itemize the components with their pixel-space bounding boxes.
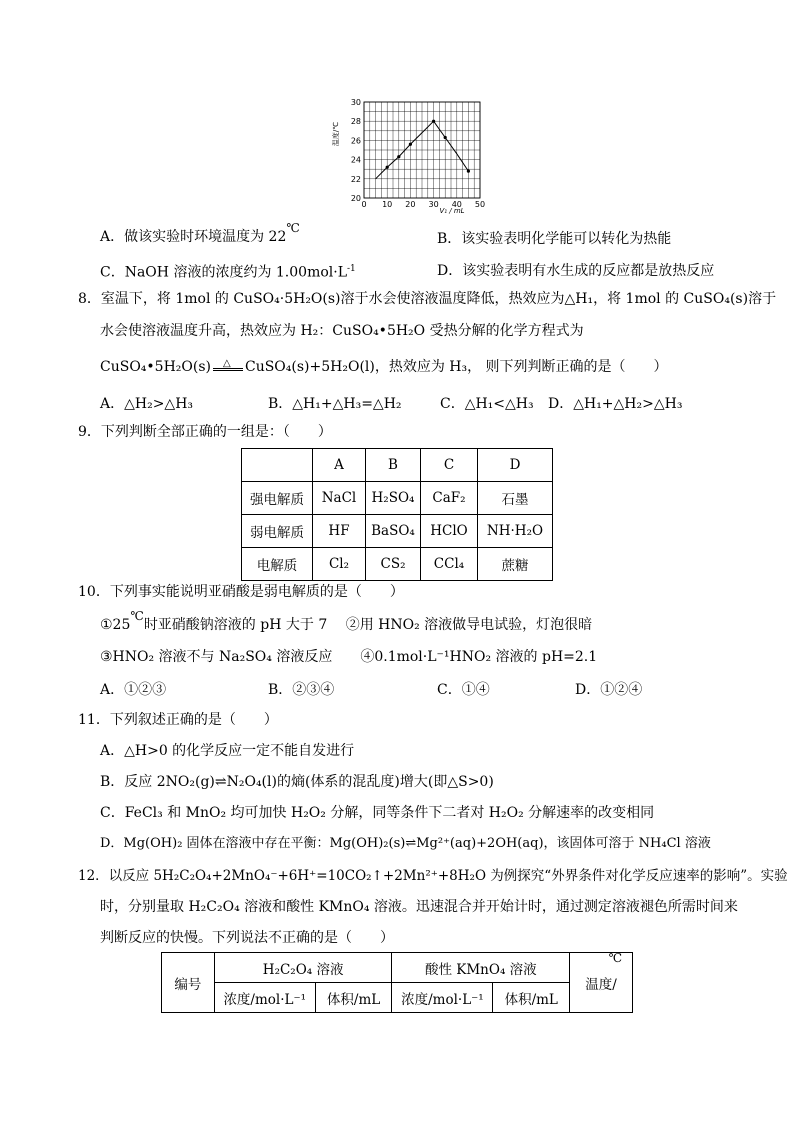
- data-point: [397, 155, 400, 158]
- q11-stem: 11．下列叙述正确的是（ ）: [78, 712, 278, 728]
- q8-equation: CuSO₄•5H₂O(s) △ CuSO₄(s)+5H₂O(l)，热效应为 H₃， 则下列判断正确的是（ ）: [100, 358, 668, 375]
- q11-option-c: C．FeCl₃ 和 MnO₂ 均可加快 H₂O₂ 分解，同等条件下二者对 H₂O₂ 分解速率的改变相同: [100, 805, 655, 821]
- q12-table: 编号 H₂C₂O₄ 溶液 酸性 KMnO₄ 溶液 ℃ 温度/ 浓度/mol·L⁻¹ 体积/mL 浓度/mol·L⁻¹ 体积/mL: [161, 952, 633, 1013]
- q8-option-b: B．△H₁+△H₃=△H₂: [268, 396, 402, 412]
- table-row: 弱电解质 HF BaSO₄ HClO NH·H₂O: [242, 515, 553, 548]
- q7-option-c: C．NaOH 溶液的浓度约为 $1.00mol\cdot L^{-1}$: [100, 264, 356, 281]
- y-axis-label: 温度/℃: [332, 121, 340, 147]
- y-tick-label: 26: [350, 136, 361, 146]
- q12-stem-line3: 判断反应的快慢。下列说法不正确的是（ ）: [100, 930, 394, 946]
- data-point: [409, 143, 412, 146]
- x-tick-label: 20: [405, 200, 416, 209]
- y-tick-label: 20: [350, 194, 361, 203]
- q10-stem: 10．下列事实能说明亚硝酸是弱电解质的是（ ）: [78, 584, 404, 600]
- q10-statement-3-4: ③HNO₂ 溶液不与 Na₂SO₄ 溶液反应 ④0.1mol·L⁻¹HNO₂ 溶液的 pH=2.1: [100, 649, 598, 665]
- x-tick-label: 40: [451, 200, 462, 209]
- q7-option-a: A．做该实验时环境温度为 22℃: [100, 221, 300, 245]
- x-tick-label: 0: [361, 200, 367, 209]
- heating-arrow: △: [213, 368, 243, 371]
- q9-stem: 9．下列判断全部正确的一组是：（ ）: [78, 424, 332, 440]
- q8-option-d: D．△H₁+△H₂>△H₃: [548, 396, 683, 412]
- q12-stem-line2: 时，分别量取 H₂C₂O₄ 溶液和酸性 KMnO₄ 溶液。迅速混合并开始计时，通过测定溶液褪色所需时间来: [100, 899, 738, 915]
- x-tick-label: 10: [382, 200, 393, 209]
- q10-option-a: A．①②③: [100, 682, 167, 698]
- chart-tick-labels: [351, 98, 485, 209]
- x-tick-label: 30: [428, 200, 439, 209]
- y-tick-label: 28: [350, 117, 361, 127]
- y-tick-label: 22: [350, 174, 361, 184]
- data-point: [444, 136, 447, 139]
- q8-stem-line1: 8．室温下，将 1mol 的 CuSO₄·5H₂O(s)溶于水会使溶液温度降低，热效应为△H₁，将 1mol 的 CuSO₄(s)溶于: [78, 291, 777, 307]
- q7-option-d: D．该实验表明有水生成的反应都是放热反应: [437, 263, 715, 279]
- data-point: [467, 170, 470, 173]
- table-row: 电解质 Cl₂ CS₂ CCl₄ 蔗糖: [242, 548, 553, 581]
- y-tick-label: 24: [350, 155, 361, 165]
- q12-stem-line1: 12．以反应 5H₂C₂O₄+2MnO₄⁻+6H⁺=10CO₂↑+2Mn²⁺+8H₂O 为例探究“外界条件对化学反应速率的影响”。实验: [78, 868, 788, 884]
- q10-option-b: B．②③④: [268, 682, 335, 698]
- q10-option-d: D．①②④: [575, 682, 643, 698]
- y-tick-label: 30: [350, 98, 361, 107]
- q10-statement-1-2: ①25℃时亚硝酸钠溶液的 pH 大于 7 ②用 HNO₂ 溶液做导电试验，灯泡很暗: [100, 609, 593, 633]
- q8-option-a: A．△H₂>△H₃: [100, 396, 194, 412]
- data-point: [386, 166, 389, 169]
- q7-option-b: B．该实验表明化学能可以转化为热能: [437, 231, 672, 247]
- q10-option-c: C．①④: [437, 682, 490, 698]
- q9-table: A B C D 强电解质 NaCl H₂SO₄ CaF₂ 石墨 弱电解质 HF BaSO₄ HClO NH·H₂O 电解质 Cl₂ CS₂ CCl₄ 蔗糖: [241, 448, 553, 581]
- q8-stem-line2: 水会使溶液温度升高，热效应为 H₂：CuSO₄•5H₂O 受热分解的化学方程式为: [100, 323, 584, 339]
- x-tick-label: 50: [474, 200, 486, 209]
- data-point: [432, 120, 435, 123]
- q11-option-d: D．Mg(OH)₂ 固体在溶液中存在平衡：Mg(OH)₂(s)⇌Mg²⁺(aq)+2OH(aq)，该固体可溶于 NH₄Cl 溶液: [100, 836, 711, 851]
- table-row: 强电解质 NaCl H₂SO₄ CaF₂ 石墨: [242, 482, 553, 515]
- q11-option-b: B．反应 2NO₂(g)⇌N₂O₄(l)的熵(体系的混乱度)增大(即△S>0): [100, 774, 494, 790]
- q8-option-c: C．△H₁<△H₃: [440, 396, 534, 412]
- q11-option-a: A．△H>0 的化学反应一定不能自发进行: [100, 743, 355, 759]
- chart-grid: [364, 102, 480, 198]
- x-axis-label: V₁ / mL: [439, 207, 465, 214]
- temperature-volume-chart: [328, 92, 498, 214]
